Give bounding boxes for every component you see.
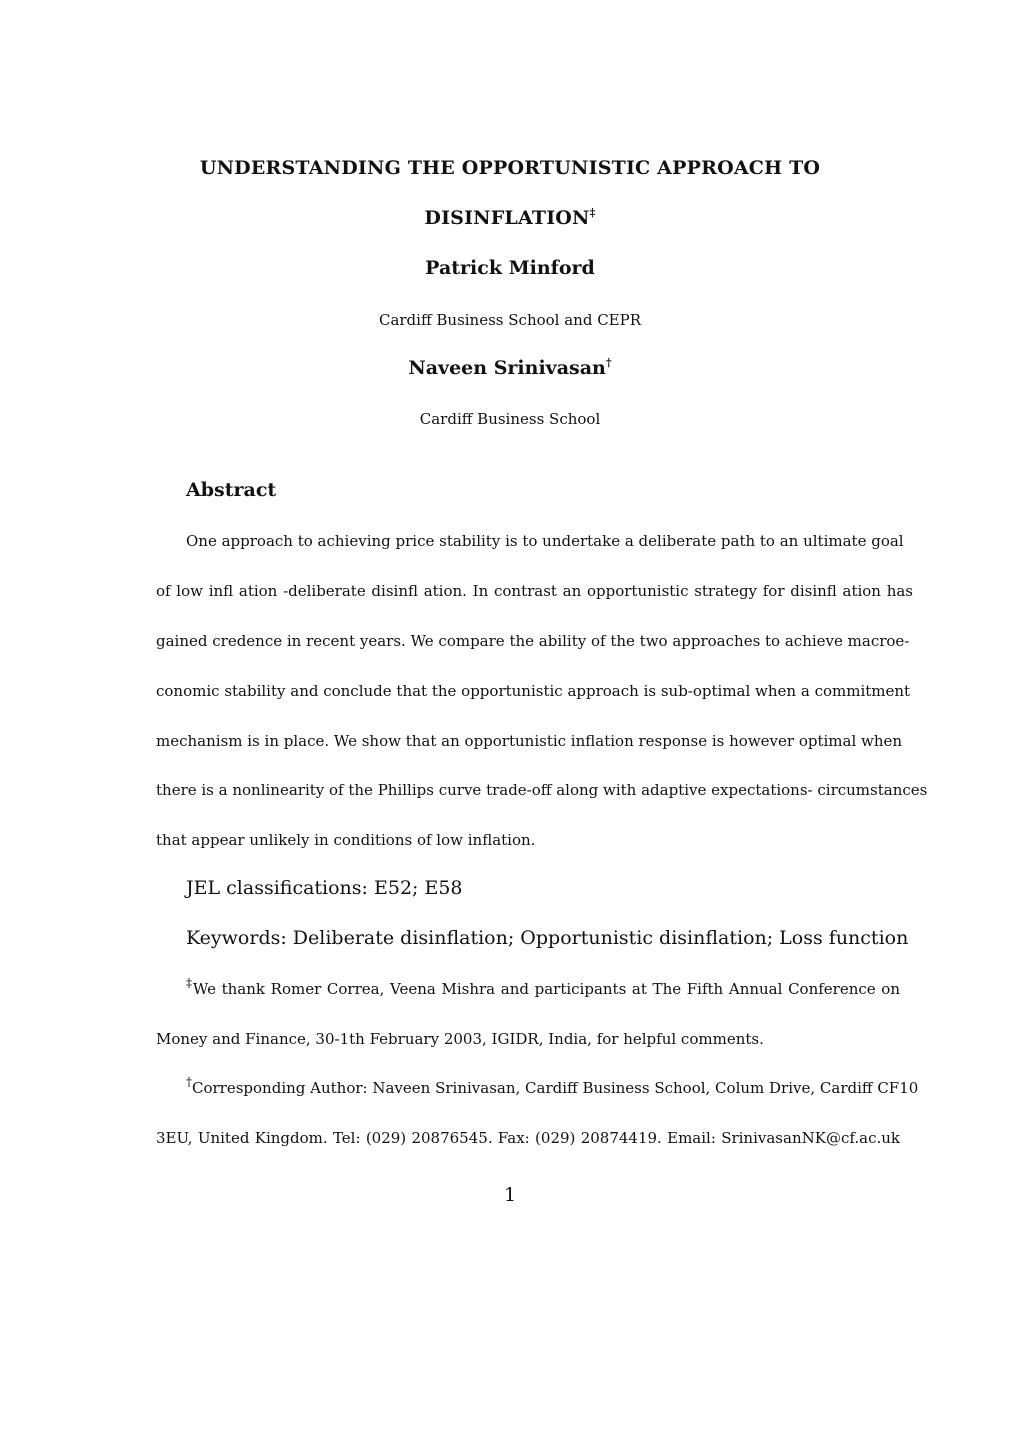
jel-classifications: JEL classifications: E52; E58 <box>186 877 463 899</box>
abstract-line: gained credence in recent years. We compare the ability of the two approaches to achieve macroe- <box>156 632 910 650</box>
footnote: ‡We thank Romer Correa, Veena Mishra and participants at The Fifth Annual Conference on <box>186 976 900 998</box>
author-affiliation: Cardiff Business School <box>419 410 601 428</box>
abstract-line: that appear unlikely in conditions of low inflation. <box>156 831 536 849</box>
abstract-line: of low infl ation -deliberate disinfl ation. In contrast an opportunistic strategy for disinfl ation has <box>156 582 913 600</box>
author-footnote-mark: † <box>605 356 612 369</box>
footnote-mark: † <box>186 1075 192 1089</box>
page-number: 1 <box>503 1184 517 1206</box>
author-name: Naveen Srinivasan† <box>408 356 612 379</box>
footnote: †Corresponding Author: Naveen Srinivasan, Cardiff Business School, Colum Drive, Cardiff CF10 <box>186 1075 919 1097</box>
abstract-heading: Abstract <box>186 479 277 501</box>
abstract-line: conomic stability and conclude that the opportunistic approach is sub-optimal when a commitment <box>156 682 911 700</box>
footnote-mark: ‡ <box>186 976 193 990</box>
footnote-line: Money and Finance, 30-1th February 2003, IGIDR, India, for helpful comments. <box>156 1030 764 1048</box>
author-name: Patrick Minford <box>425 257 595 279</box>
keywords: Keywords: Deliberate disinflation; Opportunistic disinflation; Loss function <box>186 927 909 949</box>
title-line-2: DISINFLATION‡ <box>424 206 596 229</box>
author-affiliation: Cardiff Business School and CEPR <box>378 311 642 329</box>
title-line-1: UNDERSTANDING THE OPPORTUNISTIC APPROACH TO <box>199 157 821 179</box>
abstract-line: mechanism is in place. We show that an opportunistic inflation response is however optimal when <box>156 732 903 750</box>
abstract-line: there is a nonlinearity of the Phillips curve trade-off along with adaptive expectations- circumstances <box>156 781 928 799</box>
title-footnote-mark: ‡ <box>589 206 596 219</box>
footnote-line: 3EU, United Kingdom. Tel: (029) 20876545. Fax: (029) 20874419. Email: SrinivasanNK@cf.ac.uk <box>156 1129 900 1147</box>
abstract-line: One approach to achieving price stability is to undertake a deliberate path to an ultimate goal <box>186 532 904 550</box>
